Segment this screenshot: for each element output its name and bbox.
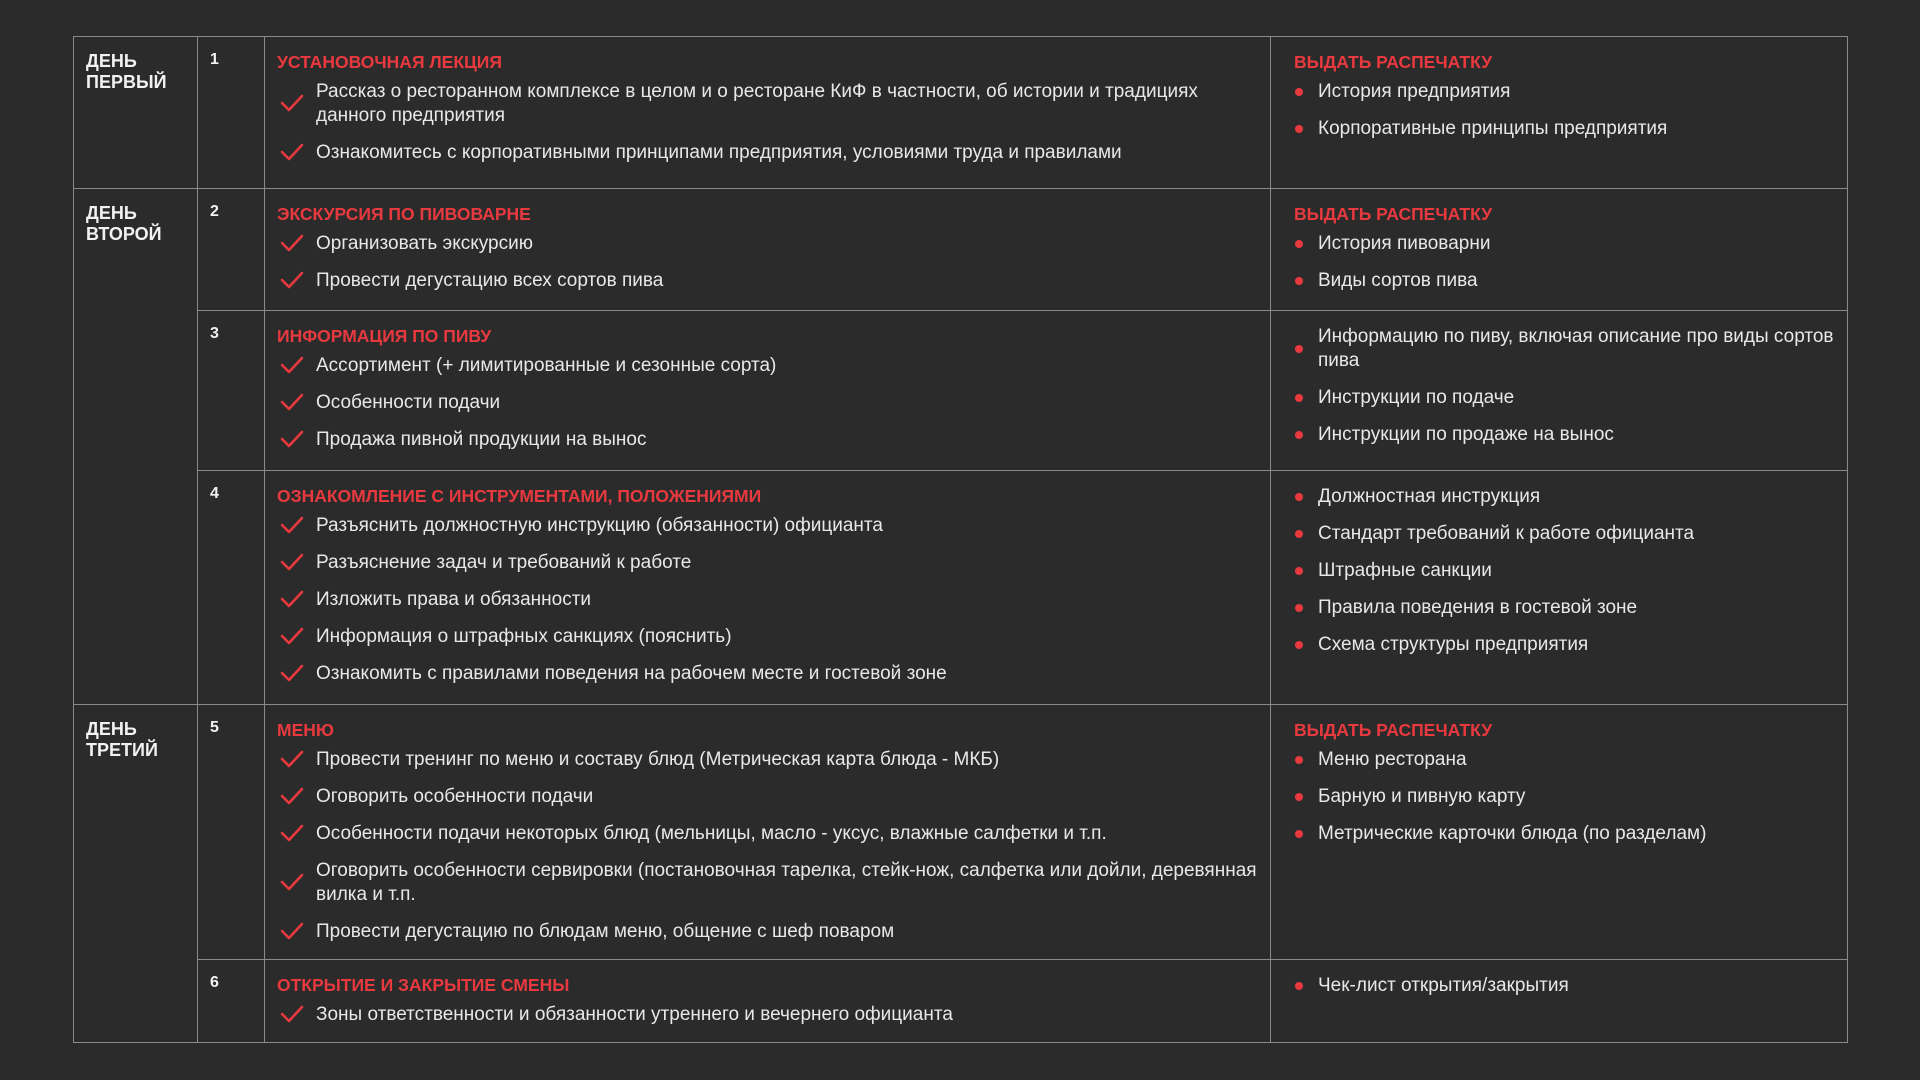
task-item — [277, 269, 1258, 293]
checkmark-icon — [280, 589, 304, 609]
handout-item — [1294, 822, 1835, 846]
handout-text: Схема структуры предприятия — [1318, 634, 1589, 655]
task-list — [277, 748, 1258, 944]
task-list — [277, 354, 1258, 452]
handout-text: История предприятия — [1318, 81, 1511, 102]
checkmark-icon — [280, 93, 304, 113]
handout-text: Инструкции по подаче — [1318, 387, 1515, 408]
content-cell — [265, 311, 1271, 471]
handout-item — [1294, 522, 1835, 546]
handout-item — [1294, 974, 1835, 998]
day-cell-second — [74, 189, 198, 705]
bullet-icon — [1295, 493, 1303, 501]
task-text: Зоны ответственности и обязанности утреннего и вечернего официанта — [316, 1004, 953, 1025]
section-title: ИНФОРМАЦИЯ ПО ПИВУ — [277, 326, 492, 346]
content-cell — [265, 37, 1271, 189]
handout-list — [1294, 748, 1835, 846]
checkmark-icon — [280, 1004, 304, 1024]
handout-cell — [1271, 189, 1848, 311]
bullet-icon — [1295, 756, 1303, 764]
handout-title: ВЫДАТЬ РАСПЕЧАТКУ — [1294, 52, 1493, 72]
handout-text: Метрические карточки блюда (по разделам) — [1318, 823, 1707, 844]
day-label: ТРЕТИЙ — [86, 740, 158, 760]
task-text: Продажа пивной продукции на вынос — [316, 429, 647, 450]
checkmark-icon — [280, 552, 304, 572]
table-row — [74, 189, 1848, 311]
task-text: Оговорить особенности сервировки (постановочная тарелка, стейк-нож, салфетка или дойли, деревянная вилка и т.п. — [316, 860, 1257, 905]
task-item — [277, 391, 1258, 415]
handout-cell — [1271, 311, 1848, 471]
day-cell-first — [74, 37, 198, 189]
bullet-icon — [1295, 240, 1303, 248]
handout-cell — [1271, 960, 1848, 1043]
task-text: Ознакомить с правилами поведения на рабочем месте и гостевой зоне — [316, 663, 947, 684]
table-row — [74, 37, 1848, 189]
handout-item — [1294, 117, 1835, 141]
handout-text: Меню ресторана — [1318, 749, 1467, 770]
checkmark-icon — [280, 872, 304, 892]
checkmark-icon — [280, 270, 304, 290]
task-text: Провести дегустацию по блюдам меню, общение с шеф поваром — [316, 921, 895, 942]
bullet-icon — [1295, 88, 1303, 96]
content-cell — [265, 960, 1271, 1043]
task-item — [277, 1003, 1258, 1027]
section-title: УСТАНОВОЧНАЯ ЛЕКЦИЯ — [277, 52, 502, 72]
task-item — [277, 662, 1258, 686]
handout-item — [1294, 269, 1835, 293]
task-text: Оговорить особенности подачи — [316, 786, 594, 807]
handout-item — [1294, 386, 1835, 410]
content-cell — [265, 189, 1271, 311]
table-row — [74, 960, 1848, 1043]
handout-text: Виды сортов пива — [1318, 270, 1478, 291]
handout-item — [1294, 559, 1835, 583]
section-title: ОТКРЫТИЕ И ЗАКРЫТИЕ СМЕНЫ — [277, 975, 570, 995]
bullet-icon — [1295, 277, 1303, 285]
bullet-icon — [1295, 394, 1303, 402]
handout-list — [1294, 80, 1835, 141]
section-title: ЭКСКУРСИЯ ПО ПИВОВАРНЕ — [277, 204, 531, 224]
handout-text: Барную и пивную карту — [1318, 786, 1526, 807]
task-text: Разъяснить должностную инструкцию (обязанности) официанта — [316, 515, 883, 536]
task-text: Особенности подачи некоторых блюд (мельницы, масло - уксус, влажные салфетки и т.п. — [316, 823, 1107, 844]
bullet-icon — [1295, 604, 1303, 612]
handout-title: ВЫДАТЬ РАСПЕЧАТКУ — [1294, 720, 1493, 740]
bullet-icon — [1295, 530, 1303, 538]
handout-item — [1294, 596, 1835, 620]
handout-text: Корпоративные принципы предприятия — [1318, 118, 1668, 139]
day-label: ДЕНЬ — [86, 203, 137, 223]
handout-text: Инструкции по продаже на вынос — [1318, 424, 1614, 445]
handout-item — [1294, 423, 1835, 447]
checkmark-icon — [280, 786, 304, 806]
handout-text: История пивоварни — [1318, 233, 1491, 254]
handout-cell — [1271, 705, 1848, 960]
handout-list — [1294, 485, 1835, 657]
checkmark-icon — [280, 823, 304, 843]
handout-text: Стандарт требований к работе официанта — [1318, 523, 1695, 544]
handout-item — [1294, 325, 1835, 373]
handout-item — [1294, 633, 1835, 657]
section-title: МЕНЮ — [277, 720, 334, 740]
task-item — [277, 232, 1258, 256]
task-list — [277, 232, 1258, 293]
task-text: Особенности подачи — [316, 392, 501, 413]
checkmark-icon — [280, 142, 304, 162]
task-item — [277, 141, 1258, 165]
task-item — [277, 822, 1258, 846]
handout-text: Информацию по пиву, включая описание про виды сортов пива — [1318, 326, 1834, 371]
day-label: ВТОРОЙ — [86, 224, 162, 244]
task-text: Информация о штрафных санкциях (пояснить) — [316, 626, 732, 647]
row-number: 3 — [198, 311, 265, 471]
task-text: Провести дегустацию всех сортов пива — [316, 270, 664, 291]
task-list — [277, 80, 1258, 165]
checkmark-icon — [280, 626, 304, 646]
task-item — [277, 625, 1258, 649]
bullet-icon — [1295, 125, 1303, 133]
day-label: ДЕНЬ — [86, 51, 137, 71]
task-item — [277, 859, 1258, 907]
task-item — [277, 80, 1258, 128]
task-text: Провести тренинг по меню и составу блюд (Метрическая карта блюда - МКБ) — [316, 749, 1000, 770]
handout-item — [1294, 232, 1835, 256]
handout-text: Правила поведения в гостевой зоне — [1318, 597, 1638, 618]
task-text: Рассказ о ресторанном комплексе в целом и о ресторане КиФ в частности, об истории и традициях данного предприятия — [316, 81, 1198, 126]
training-schedule-table — [73, 36, 1848, 1043]
task-item — [277, 588, 1258, 612]
row-number: 1 — [198, 37, 265, 189]
checkmark-icon — [280, 355, 304, 375]
table-row — [74, 311, 1848, 471]
bullet-icon — [1295, 830, 1303, 838]
task-text: Ассортимент (+ лимитированные и сезонные сорта) — [316, 355, 777, 376]
task-item — [277, 551, 1258, 575]
bullet-icon — [1295, 982, 1303, 990]
content-cell — [265, 471, 1271, 705]
checkmark-icon — [280, 663, 304, 683]
handout-text: Должностная инструкция — [1318, 486, 1541, 507]
handout-text: Штрафные санкции — [1318, 560, 1492, 581]
handout-item — [1294, 785, 1835, 809]
checkmark-icon — [280, 233, 304, 253]
checkmark-icon — [280, 392, 304, 412]
checkmark-icon — [280, 429, 304, 449]
handout-title: ВЫДАТЬ РАСПЕЧАТКУ — [1294, 204, 1493, 224]
task-item — [277, 514, 1258, 538]
handout-cell — [1271, 37, 1848, 189]
handout-item — [1294, 485, 1835, 509]
task-list — [277, 514, 1258, 686]
task-item — [277, 748, 1258, 772]
task-item — [277, 428, 1258, 452]
task-text: Ознакомитесь с корпоративными принципами предприятия, условиями труда и правилами — [316, 142, 1122, 163]
handout-item — [1294, 80, 1835, 104]
table-row — [74, 705, 1848, 960]
row-number: 4 — [198, 471, 265, 705]
handout-list — [1294, 325, 1835, 447]
bullet-icon — [1295, 431, 1303, 439]
task-item — [277, 785, 1258, 809]
day-cell-third — [74, 705, 198, 1043]
task-item — [277, 354, 1258, 378]
bullet-icon — [1295, 567, 1303, 575]
day-label: ДЕНЬ — [86, 719, 137, 739]
checkmark-icon — [280, 921, 304, 941]
task-item — [277, 920, 1258, 944]
checkmark-icon — [280, 515, 304, 535]
task-text: Изложить права и обязанности — [316, 589, 592, 610]
day-label: ПЕРВЫЙ — [86, 72, 167, 92]
handout-item — [1294, 748, 1835, 772]
row-number: 5 — [198, 705, 265, 960]
task-text: Разъяснение задач и требований к работе — [316, 552, 692, 573]
row-number: 6 — [198, 960, 265, 1043]
checkmark-icon — [280, 749, 304, 769]
task-list — [277, 1003, 1258, 1027]
content-cell — [265, 705, 1271, 960]
handout-cell — [1271, 471, 1848, 705]
bullet-icon — [1295, 793, 1303, 801]
handout-text: Чек-лист открытия/закрытия — [1318, 975, 1569, 996]
row-number: 2 — [198, 189, 265, 311]
table-row — [74, 471, 1848, 705]
handout-list — [1294, 974, 1835, 998]
bullet-icon — [1295, 641, 1303, 649]
section-title: ОЗНАКОМЛЕНИЕ С ИНСТРУМЕНТАМИ, ПОЛОЖЕНИЯМИ — [277, 486, 762, 506]
handout-list — [1294, 232, 1835, 293]
bullet-icon — [1295, 345, 1303, 353]
task-text: Организовать экскурсию — [316, 233, 533, 254]
